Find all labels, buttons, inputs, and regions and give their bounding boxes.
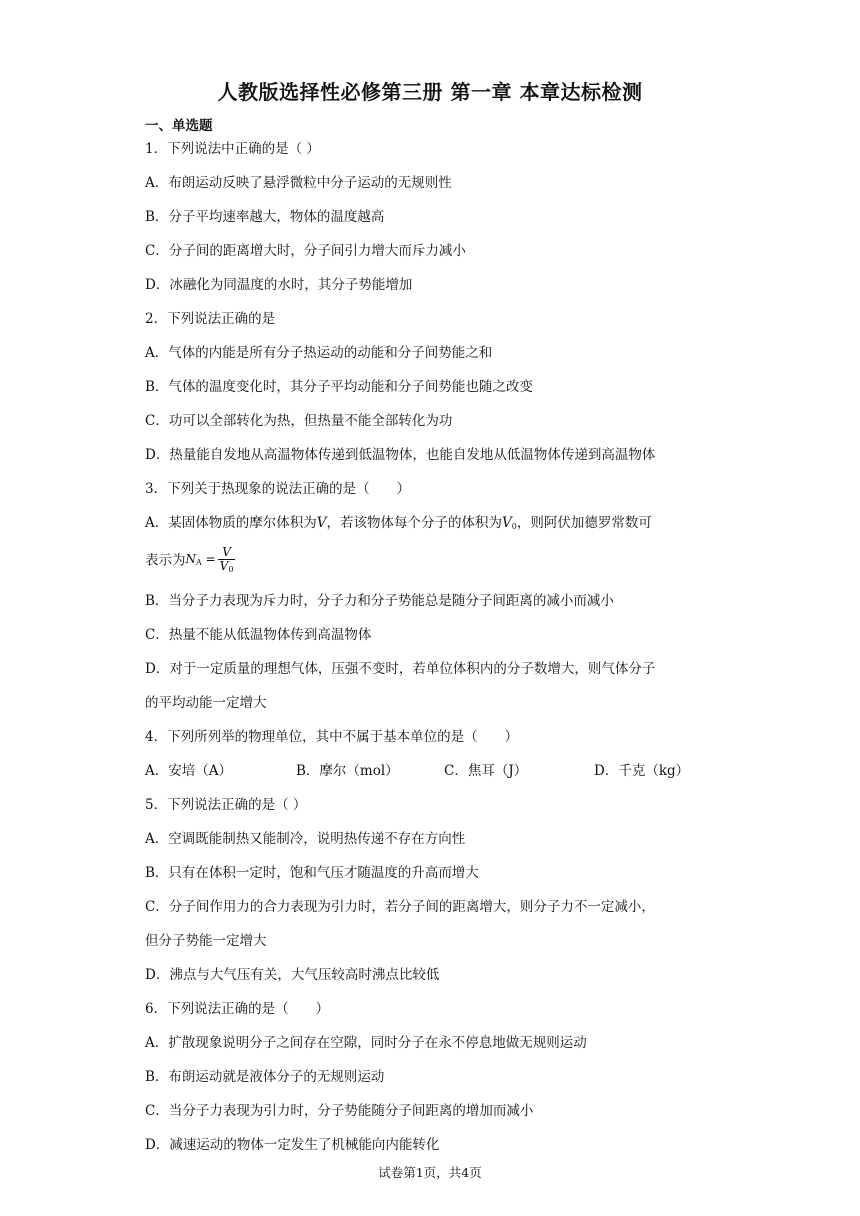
molar-volume-symbol: V bbox=[316, 515, 327, 531]
denominator-symbol: V bbox=[219, 559, 229, 573]
question-6-option-b: B．布朗运动就是液体分子的无规则运动 bbox=[145, 1069, 385, 1085]
avogadro-formula bbox=[186, 544, 216, 578]
question-6-option-a: A．扩散现象说明分子之间存在空隙，同时分子在永不停息地做无规则运动 bbox=[145, 1035, 587, 1051]
question-2-option-d: D．热量能自发地从高温物体传递到低温物体，也能自发地从低温物体传递到高温物体 bbox=[145, 447, 656, 463]
subscript: 0 bbox=[511, 522, 517, 531]
question-1-option-d: D．冰融化为同温度的水时，其分子势能增加 bbox=[145, 277, 413, 293]
option-a-text: ，若该物体每个分子的体积为 bbox=[326, 515, 502, 531]
molecule-volume-symbol: V bbox=[502, 515, 512, 531]
page-footer: 试卷第1页，共4页 bbox=[378, 1165, 482, 1180]
question-6-option-d: D．减速运动的物体一定发生了机械能向内能转化 bbox=[145, 1137, 440, 1153]
question-3-option-c: C．热量不能从低温物体传到高温物体 bbox=[145, 627, 372, 643]
question-2-option-a: A．气体的内能是所有分子热运动的动能和分子间势能之和 bbox=[145, 345, 493, 361]
page-title: 人教版选择性必修第三册 第一章 本章达标检测 bbox=[217, 80, 643, 104]
question-5-option-a: A．空调既能制热又能制冷，说明热传递不存在方向性 bbox=[145, 831, 466, 847]
question-4-option-d: D．千克（kg） bbox=[594, 763, 690, 779]
subscript: A bbox=[196, 558, 202, 567]
question-5-option-c: C．分子间作用力的合力表现为引力时，若分子间的距离增大，则分子力不一定减小， bbox=[145, 899, 655, 915]
question-2-stem: 2．下列说法正确的是 bbox=[145, 311, 276, 327]
fraction-denominator bbox=[218, 560, 236, 576]
question-5-option-d: D．沸点与大气压有关，大气压较高时沸点比较低 bbox=[145, 967, 440, 983]
question-1-option-b: B．分子平均速率越大，物体的温度越高 bbox=[145, 209, 385, 225]
question-4-option-a: A．安培（A） bbox=[145, 763, 232, 779]
question-3-option-d-cont: 的平均动能一定增大 bbox=[145, 695, 267, 711]
question-3-option-b: B．当分子力表现为斥力时，分子力和分子势能总是随分子间距离的减小而减小 bbox=[145, 593, 614, 609]
subscript: 0 bbox=[228, 565, 234, 574]
question-6-stem: 6．下列说法正确的是（ ） bbox=[145, 1001, 330, 1017]
question-3-option-a-formula-line bbox=[145, 544, 235, 578]
question-4-option-c: C．焦耳（J） bbox=[444, 763, 528, 779]
question-3-option-a bbox=[145, 514, 652, 536]
question-5-option-c-cont: 但分子势能一定增大 bbox=[145, 933, 267, 949]
question-6-option-c: C．当分子力表现为引力时，分子势能随分子间距离的增加而减小 bbox=[145, 1103, 534, 1119]
section-heading: 一、单选题 bbox=[145, 118, 213, 134]
option-a-text: 表示为 bbox=[145, 552, 186, 569]
fraction-numerator: V bbox=[218, 546, 236, 560]
question-4-option-b: B．摩尔（mol） bbox=[296, 763, 399, 779]
question-5-stem: 5．下列说法正确的是（ ） bbox=[145, 797, 307, 813]
question-3-option-d: D．对于一定质量的理想气体，压强不变时，若单位体积内的分子数增大，则气体分子 bbox=[145, 661, 656, 677]
formula-fraction bbox=[218, 546, 236, 576]
question-3-stem: 3．下列关于热现象的说法正确的是（ ） bbox=[145, 481, 411, 497]
option-a-text: ，则阿伏加德罗常数可 bbox=[516, 515, 652, 531]
formula-lhs: N bbox=[185, 552, 196, 566]
option-a-text: A．某固体物质的摩尔体积为 bbox=[145, 515, 317, 531]
question-1-stem: 1．下列说法中正确的是（ ） bbox=[145, 141, 320, 157]
question-5-option-b: B．只有在体积一定时，饱和气压才随温度的升高而增大 bbox=[145, 865, 479, 881]
question-1-option-c: C．分子间的距离增大时，分子间引力增大而斥力减小 bbox=[145, 243, 466, 259]
question-4-stem: 4．下列所列举的物理单位，其中不属于基本单位的是（ ） bbox=[145, 729, 519, 745]
question-2-option-c: C．功可以全部转化为热，但热量不能全部转化为功 bbox=[145, 413, 453, 429]
formula-equals: = bbox=[205, 552, 216, 566]
question-2-option-b: B．气体的温度变化时，其分子平均动能和分子间势能也随之改变 bbox=[145, 379, 533, 395]
question-1-option-a: A．布朗运动反映了悬浮微粒中分子运动的无规则性 bbox=[145, 175, 452, 191]
